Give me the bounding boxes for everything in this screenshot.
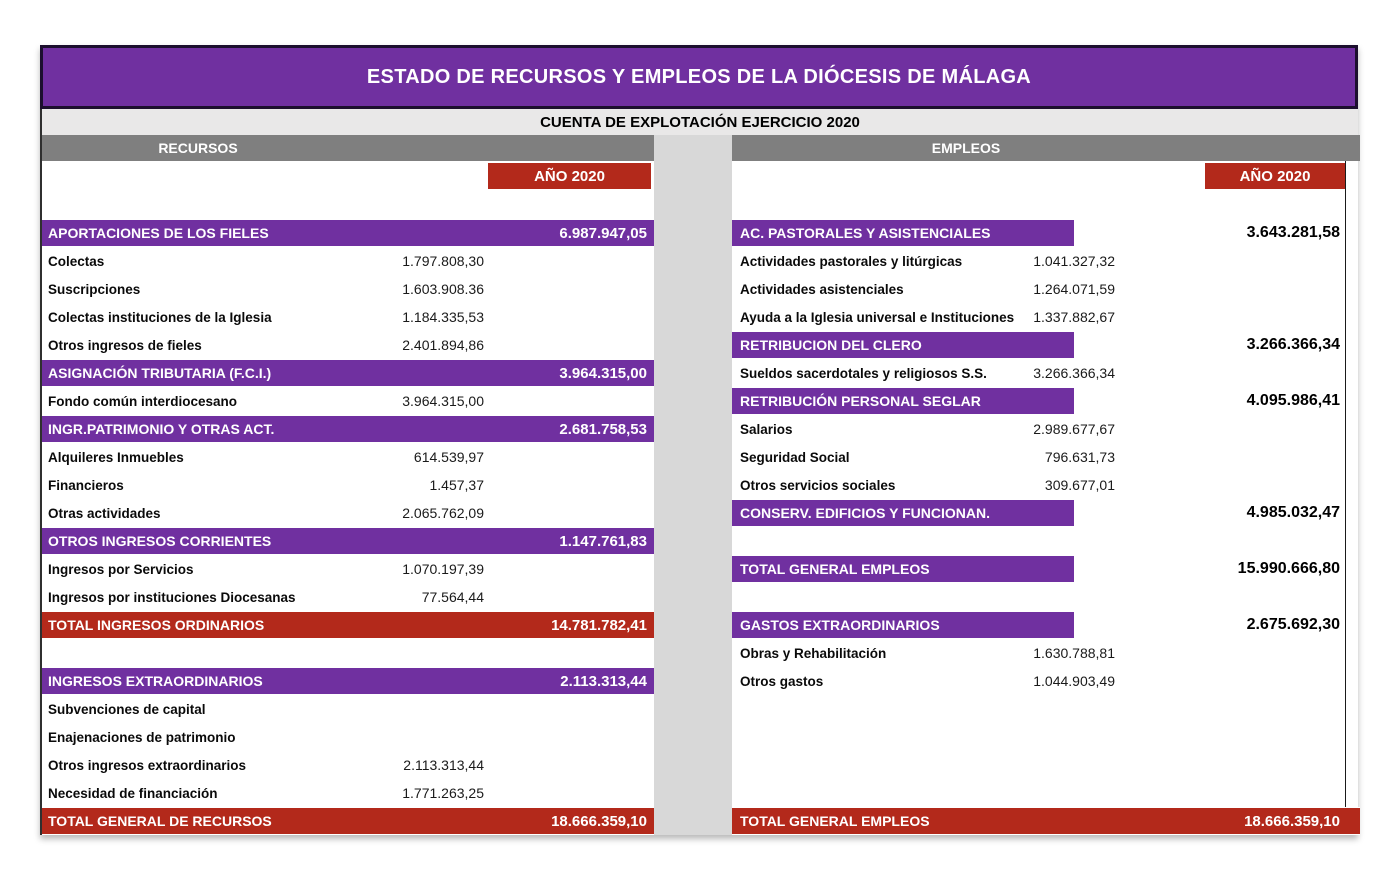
item-row xyxy=(42,303,654,331)
row-value: 1.603.908.36 xyxy=(402,281,484,297)
section-row xyxy=(42,667,654,695)
item-row xyxy=(42,443,654,471)
item-row xyxy=(42,695,654,723)
row-label: Ayuda a la Iglesia universal e Instituciones xyxy=(740,309,1015,325)
section-row xyxy=(42,415,654,443)
row-value: 1.264.071,59 xyxy=(1033,281,1115,297)
item-row xyxy=(732,471,1360,499)
row-year-value: 18.666.359,10 xyxy=(1244,812,1340,830)
financial-report xyxy=(40,45,1358,835)
row-year-value: 6.987.947,05 xyxy=(559,224,647,242)
row-label: Seguridad Social xyxy=(740,449,850,465)
row-label: Necesidad de financiación xyxy=(48,785,218,801)
item-row xyxy=(42,723,654,751)
section-bar xyxy=(732,388,1074,414)
section-row xyxy=(732,611,1360,639)
row-label: Otros servicios sociales xyxy=(740,477,896,493)
row-year-value: 4.095.986,41 xyxy=(1246,392,1340,409)
section-bar xyxy=(732,332,1074,358)
total-row xyxy=(42,807,654,835)
blank-row xyxy=(732,779,1360,807)
spacer-row xyxy=(732,191,1360,219)
row-label: Otros gastos xyxy=(740,673,824,689)
row-year-value: 18.666.359,10 xyxy=(551,812,647,830)
section-row xyxy=(732,499,1360,527)
row-value: 77.564,44 xyxy=(421,589,484,605)
item-row xyxy=(42,387,654,415)
empleos-year-row xyxy=(732,161,1360,191)
row-value: 796.631,73 xyxy=(1044,449,1115,465)
section-row xyxy=(732,387,1360,415)
row-label: TOTAL GENERAL EMPLEOS xyxy=(740,813,930,829)
empleos-column xyxy=(732,135,1360,835)
row-label: TOTAL GENERAL EMPLEOS xyxy=(740,561,930,577)
row-value: 1.797.808,30 xyxy=(402,253,484,269)
row-label: Colectas xyxy=(48,253,105,269)
section-bar xyxy=(732,500,1074,526)
row-value: 1.184.335,53 xyxy=(402,309,484,325)
report-title: ESTADO DE RECURSOS Y EMPLEOS DE LA DIÓCESIS DE MÁLAGA xyxy=(366,65,1032,88)
row-label: Suscripciones xyxy=(48,281,141,297)
row-label: Obras y Rehabilitación xyxy=(740,645,887,661)
row-value: 1.457,37 xyxy=(429,477,484,493)
column-divider xyxy=(654,135,732,835)
row-label: Financieros xyxy=(48,477,124,493)
row-label: Enajenaciones de patrimonio xyxy=(48,729,236,745)
item-row xyxy=(732,359,1360,387)
row-value: 1.337.882,67 xyxy=(1033,309,1115,325)
item-row xyxy=(42,583,654,611)
item-row xyxy=(42,499,654,527)
section-row xyxy=(732,331,1360,359)
item-row xyxy=(42,247,654,275)
report-body xyxy=(40,135,1358,835)
section-bar xyxy=(732,220,1074,246)
blank-row xyxy=(732,695,1360,723)
blank-row xyxy=(732,751,1360,779)
section-row xyxy=(732,219,1360,247)
row-label: RETRIBUCIÓN PERSONAL SEGLAR xyxy=(740,393,981,409)
row-label: Sueldos sacerdotales y religiosos S.S. xyxy=(740,365,987,381)
recursos-header: RECURSOS xyxy=(42,135,654,161)
row-label: Salarios xyxy=(740,421,793,437)
row-label: Fondo común interdiocesano xyxy=(48,393,238,409)
section-row xyxy=(42,527,654,555)
total-row xyxy=(42,611,654,639)
row-year-value: 14.781.782,41 xyxy=(551,616,647,634)
recursos-year-row xyxy=(42,161,654,191)
row-year-value: 2.113.313,44 xyxy=(560,672,647,690)
item-row xyxy=(732,667,1360,695)
item-row xyxy=(732,415,1360,443)
section-row xyxy=(732,555,1360,583)
item-row xyxy=(732,443,1360,471)
row-value: 2.113.313,44 xyxy=(403,757,484,773)
row-label: Alquileres Inmuebles xyxy=(48,449,184,465)
row-year-value: 3.964.315,00 xyxy=(559,364,647,382)
row-value: 2.989.677,67 xyxy=(1033,421,1115,437)
row-value: 1.771.263,25 xyxy=(402,785,484,801)
item-row xyxy=(732,275,1360,303)
item-row xyxy=(42,779,654,807)
empleos-year-badge: AÑO 2020 xyxy=(1205,163,1345,189)
row-label: Actividades pastorales y litúrgicas xyxy=(740,253,963,269)
row-label: AC. PASTORALES Y ASISTENCIALES xyxy=(740,225,991,241)
recursos-year-badge: AÑO 2020 xyxy=(488,163,651,189)
row-label: APORTACIONES DE LOS FIELES xyxy=(48,225,269,241)
row-year-value: 2.681.758,53 xyxy=(559,420,647,438)
row-year-value: 15.990.666,80 xyxy=(1237,560,1340,577)
row-year-value: 1.147.761,83 xyxy=(559,532,647,550)
item-row xyxy=(732,639,1360,667)
row-value: 614.539,97 xyxy=(413,449,484,465)
row-value: 1.630.788,81 xyxy=(1033,645,1115,661)
row-label: INGRESOS EXTRAORDINARIOS xyxy=(48,673,263,689)
item-row xyxy=(42,751,654,779)
row-label: Ingresos por instituciones Diocesanas xyxy=(48,589,296,605)
row-label: TOTAL INGRESOS ORDINARIOS xyxy=(48,617,265,633)
row-label: INGR.PATRIMONIO Y OTRAS ACT. xyxy=(48,421,275,437)
total-row xyxy=(732,807,1360,835)
row-year-value: 2.675.692,30 xyxy=(1246,616,1340,633)
row-value: 1.070.197,39 xyxy=(402,561,484,577)
row-value: 3.266.366,34 xyxy=(1033,365,1115,381)
row-label: CONSERV. EDIFICIOS Y FUNCIONAN. xyxy=(740,505,990,521)
section-bar xyxy=(732,556,1074,582)
row-label: GASTOS EXTRAORDINARIOS xyxy=(740,617,940,633)
item-row xyxy=(42,555,654,583)
item-row xyxy=(42,275,654,303)
row-year-value: 3.266.366,34 xyxy=(1246,336,1340,353)
report-subtitle: CUENTA DE EXPLOTACIÓN EJERCICIO 2020 xyxy=(40,109,1358,135)
row-label: Colectas instituciones de la Iglesia xyxy=(48,309,272,325)
row-label: Otras actividades xyxy=(48,505,161,521)
blank-row xyxy=(42,639,654,667)
blank-row xyxy=(732,527,1360,555)
row-label: Otros ingresos extraordinarios xyxy=(48,757,247,773)
row-label: OTROS INGRESOS CORRIENTES xyxy=(48,533,272,549)
blank-row xyxy=(732,723,1360,751)
empleos-header: EMPLEOS xyxy=(732,135,1360,161)
row-year-value: 4.985.032,47 xyxy=(1246,504,1340,521)
section-row xyxy=(42,219,654,247)
row-value: 2.065.762,09 xyxy=(402,505,484,521)
row-value: 2.401.894,86 xyxy=(402,337,484,353)
row-value: 1.041.327,32 xyxy=(1033,253,1115,269)
item-row xyxy=(42,471,654,499)
blank-row xyxy=(732,583,1360,611)
row-label: Ingresos por Servicios xyxy=(48,561,194,577)
item-row xyxy=(732,247,1360,275)
item-row xyxy=(732,303,1360,331)
row-label: Subvenciones de capital xyxy=(48,701,206,717)
row-value: 3.964.315,00 xyxy=(402,393,484,409)
item-row xyxy=(42,331,654,359)
section-row xyxy=(42,359,654,387)
row-label: ASIGNACIÓN TRIBUTARIA (F.C.I.) xyxy=(48,365,272,381)
row-label: TOTAL GENERAL DE RECURSOS xyxy=(48,813,272,829)
row-year-value: 3.643.281,58 xyxy=(1246,224,1340,241)
row-value: 1.044.903,49 xyxy=(1033,673,1115,689)
row-label: Otros ingresos de fieles xyxy=(48,337,202,353)
recursos-column xyxy=(42,135,654,835)
row-label: Actividades asistenciales xyxy=(740,281,904,297)
section-bar xyxy=(732,612,1074,638)
row-label: RETRIBUCION DEL CLERO xyxy=(740,337,922,353)
report-title-banner xyxy=(40,45,1358,109)
row-value: 309.677,01 xyxy=(1044,477,1115,493)
spacer-row xyxy=(42,191,654,219)
